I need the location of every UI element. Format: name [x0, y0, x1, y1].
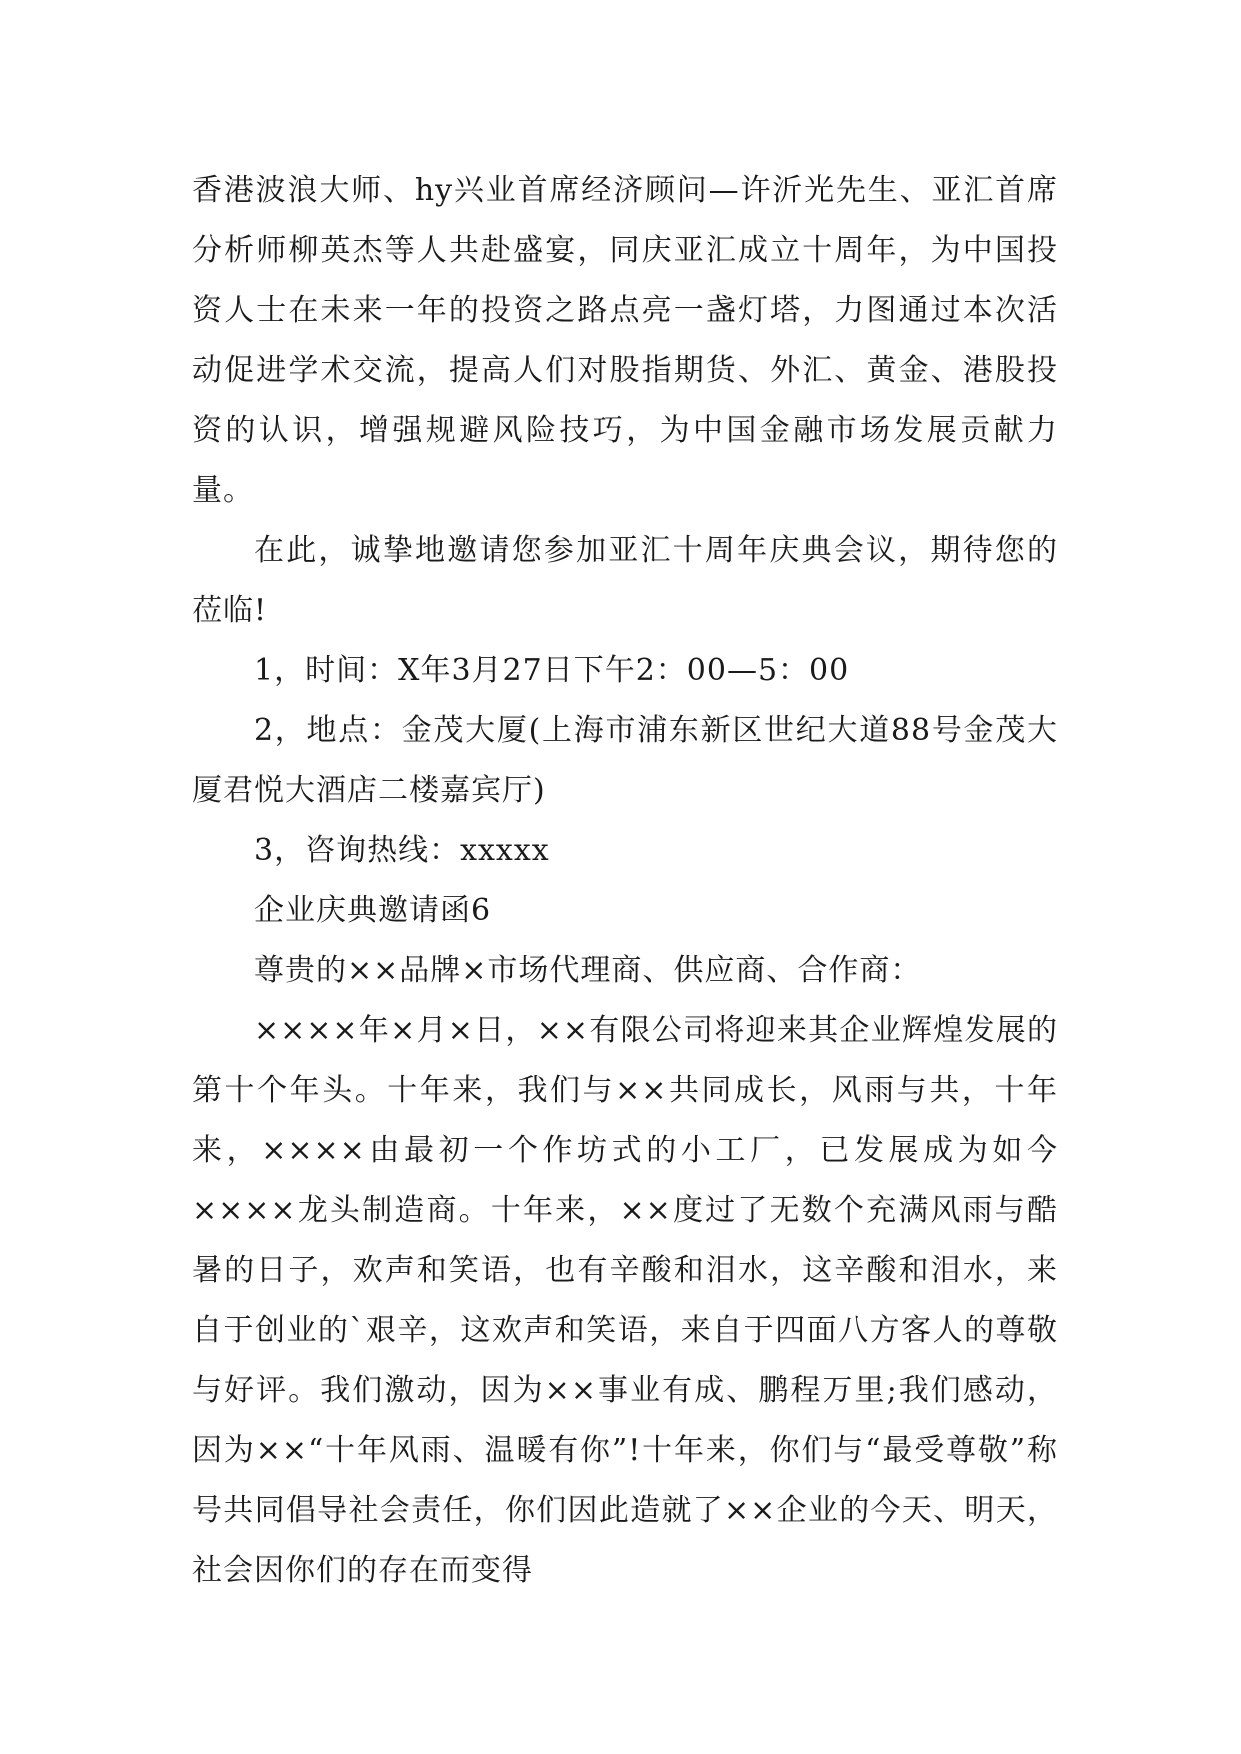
paragraph-hotline: 3，咨询热线：xxxxx	[254, 833, 550, 868]
paragraph-time: 1，时间：X年3月27日下午2：00—5：00	[254, 653, 850, 688]
section-heading: 企业庆典邀请函6	[254, 893, 492, 928]
paragraph-location: 2，地点：金茂大厦(上海市浦东新区世纪大道88号金茂大厦君悦大酒店二楼嘉宾厅)	[192, 713, 1058, 808]
paragraph-invitation: 在此，诚挚地邀请您参加亚汇十周年庆典会议，期待您的莅临!	[192, 533, 1058, 628]
paragraph-body: ××××年×月×日，××有限公司将迎来其企业辉煌发展的第十个年头。十年来，我们与××共同成长，风雨与共，十年来，××××由最初一个作坊式的小工厂，已发展成为如今××××龙头制造商。十年来，××度过了无数个充满风雨与酷暑的日子，欢声和笑语，也有辛酸和泪水，这辛酸和泪水，来自于创业的`艰辛，这欢声和笑语，来自于四面八方客人的尊敬与好评。我们激动，因为××事业有成、鹏程万里;我们感动，因为××“十年风雨、温暖有你”!十年来，你们与“最受尊敬”称号共同倡导社会责任，你们因此造就了××企业的今天、明天，社会因你们的存在而变得	[192, 1013, 1058, 1588]
paragraph-intro: 香港波浪大师、hy兴业首席经济顾问—许沂光先生、亚汇首席分析师柳英杰等人共赴盛宴，同庆亚汇成立十周年，为中国投资人士在未来一年的投资之路点亮一盏灯塔，力图通过本次活动促进学术交流，提高人们对股指期货、外汇、黄金、港股投资的认识，增强规避风险技巧，为中国金融市场发展贡献力量。	[192, 173, 1058, 508]
paragraph-salutation: 尊贵的××品牌×市场代理商、供应商、合作商：	[254, 953, 922, 988]
document-body	[192, 161, 1058, 1601]
